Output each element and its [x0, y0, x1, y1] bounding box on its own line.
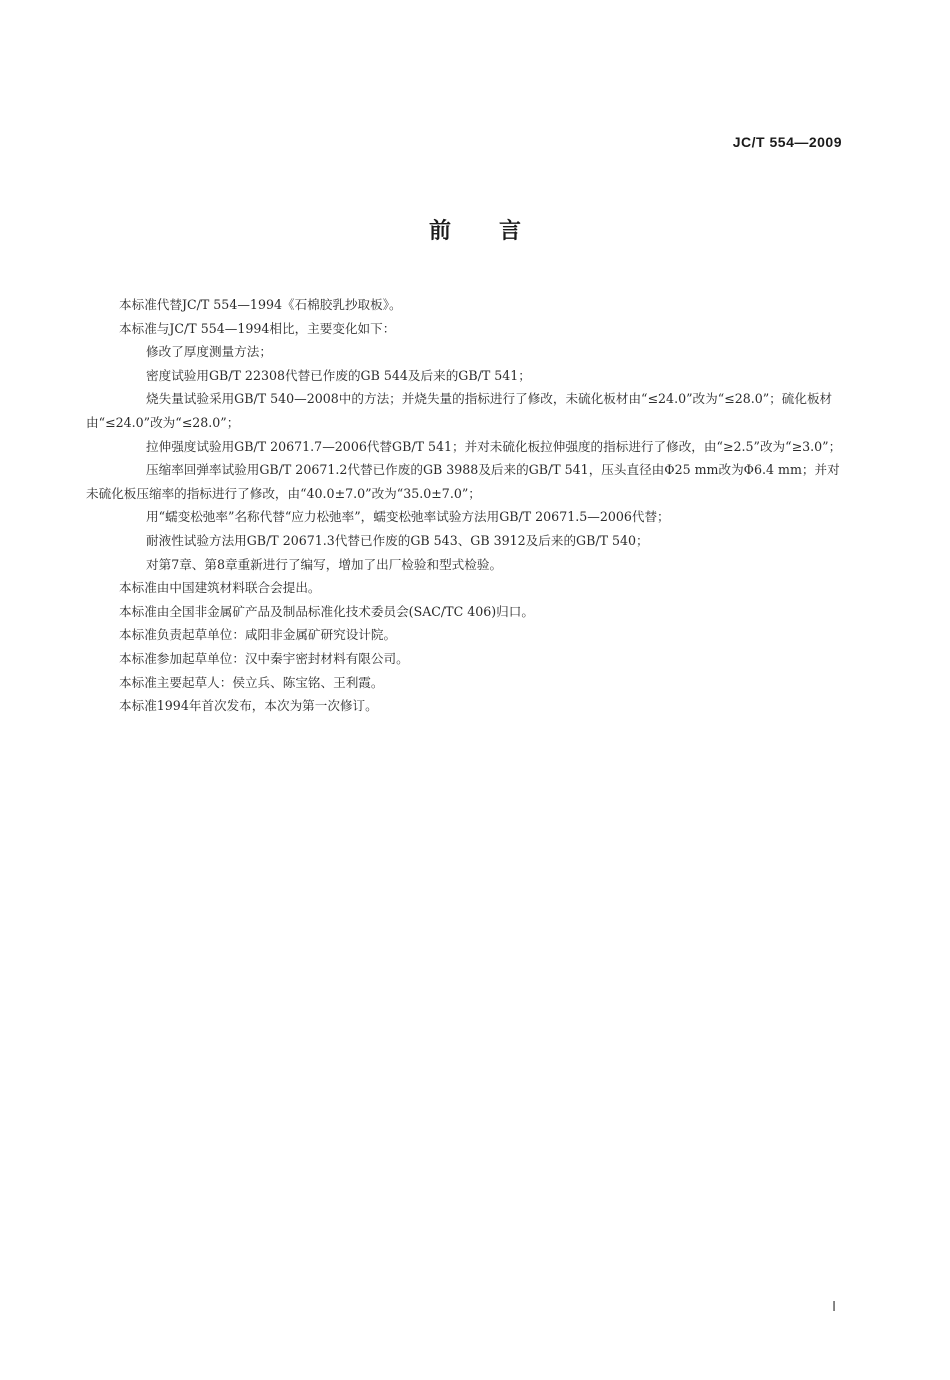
change-item-creep-relaxation: 用“蠕变松弛率”名称代替“应力松弛率”，蠕变松弛率试验方法用GB/T 20671.5—2006代替；: [146, 509, 670, 525]
change-item-chapters: 对第7章、第8章重新进行了编写，增加了出厂检验和型式检验。: [146, 556, 503, 572]
paragraph-drafters: 本标准主要起草人：侯立兵、陈宝铭、王利霞。: [119, 674, 384, 690]
paragraph-participating-unit: 本标准参加起草单位：汉中秦宇密封材料有限公司。: [119, 650, 409, 666]
change-item-ignition-loss: 烧失量试验采用GB/T 540—2008中的方法；并烧失量的指标进行了修改，未硫化板材由“≤24.0”改为“≤28.0”；硫化板材由“≤24.0”改为“≤28.0”；: [86, 391, 833, 430]
paragraph-centralized-by: 本标准由全国非金属矿产品及制品标准化技术委员会(SAC/TC 406)归口。: [119, 603, 534, 619]
standard-code: JC/T 554—2009: [732, 134, 842, 150]
paragraph-proposed-by: 本标准由中国建筑材料联合会提出。: [119, 580, 321, 596]
foreword-body: [86, 293, 844, 718]
paragraph-changes-intro: 本标准与JC/T 554—1994相比，主要变化如下：: [119, 320, 396, 336]
paragraph-history: 本标准1994年首次发布，本次为第一次修订。: [119, 698, 378, 714]
page-number: I: [832, 1300, 836, 1315]
change-item-fluid-resistance: 耐液性试验方法用GB/T 20671.3代替已作废的GB 543、GB 3912及后来的GB/T 540；: [146, 532, 649, 548]
paragraph-replaces: 本标准代替JC/T 554—1994《石棉胶乳抄取板》。: [119, 297, 402, 312]
change-item-density: 密度试验用GB/T 22308代替已作废的GB 544及后来的GB/T 541；: [146, 367, 531, 383]
change-item-compression: 压缩率回弹率试验用GB/T 20671.2代替已作废的GB 3988及后来的GB/T 541，压头直径由Φ25 mm改为Φ6.4 mm；并对未硫化板压缩率的指标进行了修改，由“40.0±7.0”改为“35.0±7.0”；: [86, 462, 840, 501]
change-item-tensile-strength: 拉伸强度试验用GB/T 20671.7—2006代替GB/T 541；并对未硫化板拉伸强度的指标进行了修改，由“≥2.5”改为“≥3.0”；: [146, 438, 842, 454]
change-item-thickness: 修改了厚度测量方法；: [146, 344, 272, 360]
page-title: 前言: [428, 219, 569, 244]
paragraph-drafting-unit: 本标准负责起草单位：咸阳非金属矿研究设计院。: [119, 627, 397, 643]
